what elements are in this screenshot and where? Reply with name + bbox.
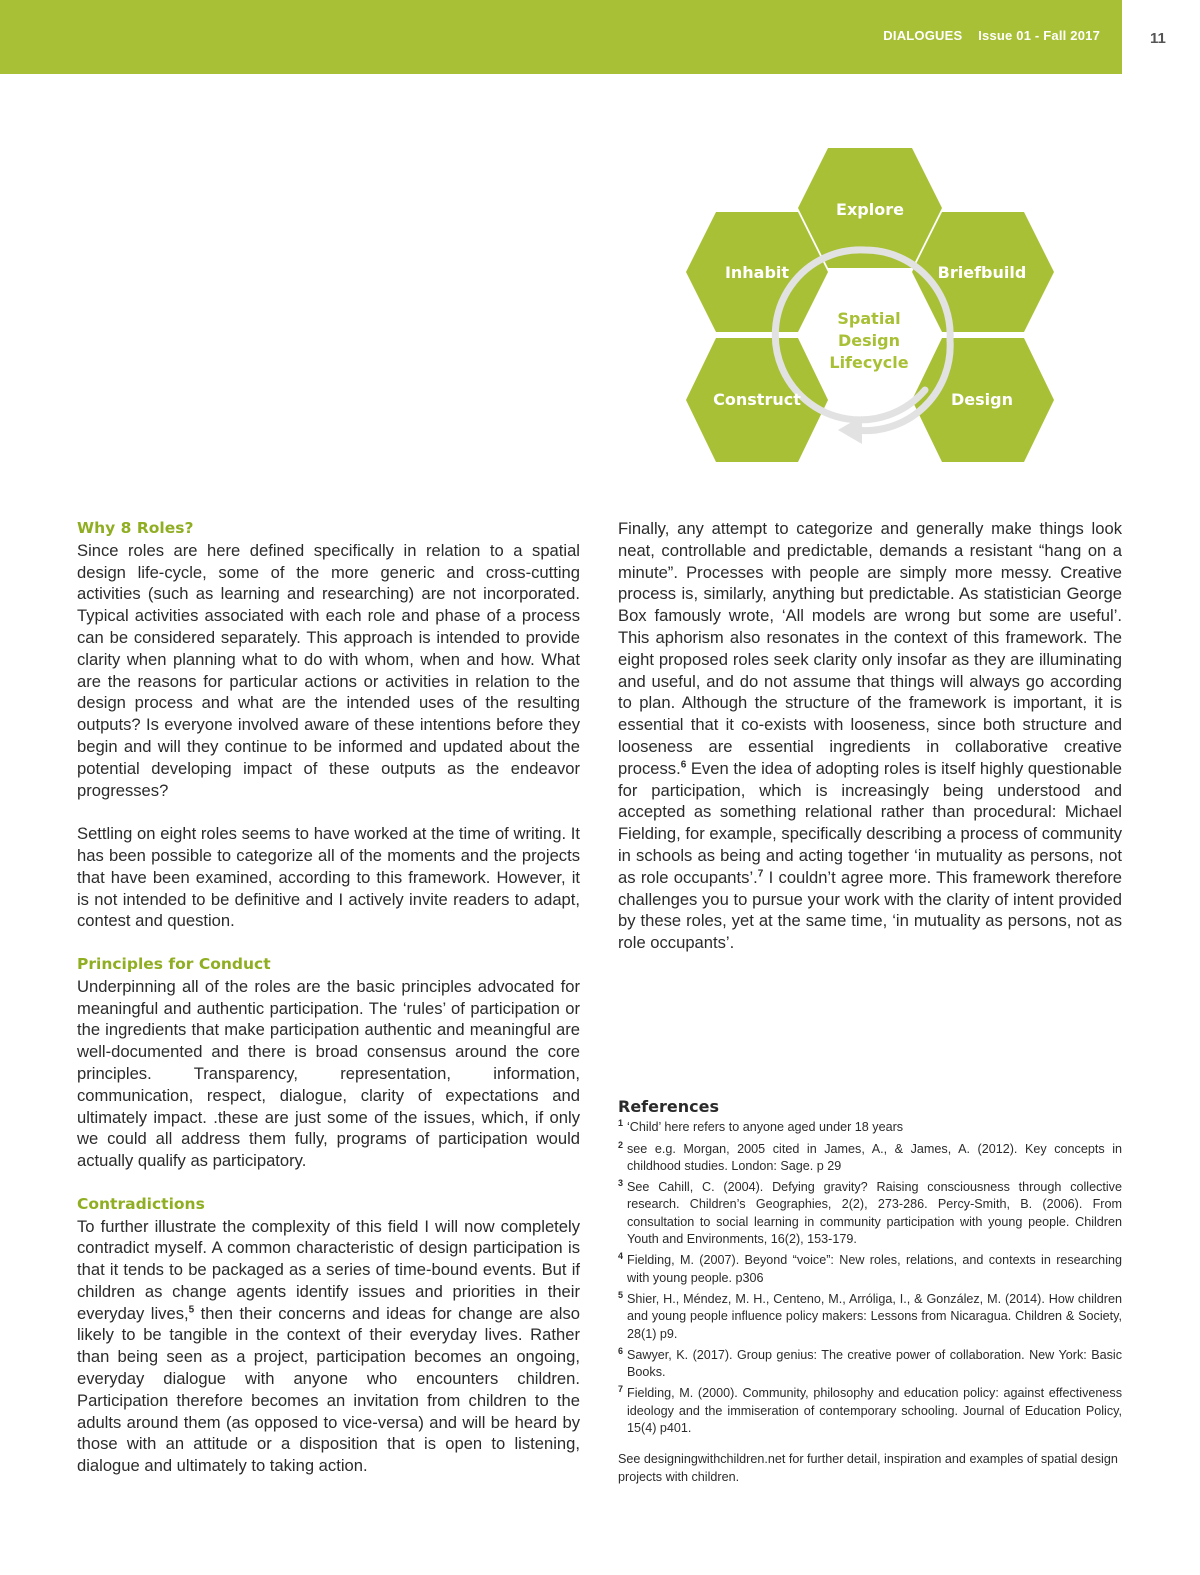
page-number: 11 [1150, 30, 1166, 47]
principles-heading: Principles for Conduct [77, 954, 271, 973]
finally-text-a: Finally, any attempt to categorize and generally make things look neat, controllable and predictable, demands a resistant “hang on a minute”. Processes with people are simply more messy. Creative process is, similarly, anything but predictable. As statistician George Box famously wrote, ‘All models are wrong but some are useful’. This aphorism also resonates in the context of this framework. The eight proposed roles seek clarity only insofar as they are illuminating and useful, and do not assume that things will always go according to plan. Although the structure of the framework is important, it is essential that it co-exists with looseness, since both structure and looseness are essential ingredients in collaborative creative process. [618, 519, 1122, 778]
footnote-ref-6: 6 [680, 759, 687, 771]
contradictions-heading: Contradictions [77, 1194, 205, 1213]
center-label-line2: Design [838, 331, 900, 350]
header-text [883, 28, 1100, 43]
website-note: See designingwithchildren.net for further detail, inspiration and examples of spatial design projects with children. [618, 1452, 1118, 1484]
reference-item [618, 1385, 1122, 1437]
reference-item [618, 1141, 1122, 1176]
why-roles-heading: Why 8 Roles? [77, 519, 194, 537]
reference-number: 7 [618, 1384, 624, 1395]
why-roles-paragraph-1: Since roles are here defined specifically in relation to a spatial design life-cycle, some of the more generic and cross-cutting activities (such as learning and researching) are not incorporated. Typical activities associated with each role and phase of a process can be considered separately. This approach is intended to provide clarity when planning what to do with whom, when and how. What are the reasons for particular actions or activities in relation to the design process and what are the intended uses of the resulting outputs? Is everyone involved aware of these intentions before they begin and will they continue to be informed and updated about the potential developing impact of these outputs as the endeavor progresses? [77, 540, 580, 800]
why-roles-paragraph-2: Settling on eight roles seems to have worked at the time of writing. It has been possible to categorize all of the moments and the projects that have been examined, according to this framework. However, it is not intended to be definitive and I actively invite readers to adapt, contest and question. [77, 824, 580, 931]
contradictions-paragraph [77, 1216, 580, 1478]
left-column [77, 518, 580, 1477]
footnote-ref-5: 5 [188, 1304, 195, 1316]
finally-text-b: Even the idea of adopting roles is itself highly questionable for participation, which is increasingly being understood and accepted as something relational rather than procedural: Michael Fielding, for example, specifically describing a process of community in schools as being and acting together ‘in mutuality as persons, not as role occupants’. [618, 758, 1122, 887]
finally-paragraph [618, 518, 1122, 954]
reference-text: Fielding, M. (2007). Beyond “voice”: New roles, relations, and contexts in researching with young people. p306 [627, 1253, 1122, 1285]
issue-label: Issue 01 - Fall 2017 [978, 28, 1100, 43]
reference-text: Sawyer, K. (2017). Group genius: The creative power of collaboration. New York: Basic Books. [627, 1347, 1122, 1380]
footnote-ref-7: 7 [757, 868, 764, 880]
magazine-name: DIALOGUES [883, 28, 963, 43]
right-column [618, 518, 1122, 954]
reference-number: 1 [618, 1118, 624, 1129]
contradictions-text-a: To further illustrate the complexity of this field I will now completely contradict myself. A common characteristic of design participation is that it tends to be packaged as a series of time-bound events. But if children as change agents identify issues and priorities in their everyday lives, [77, 1216, 580, 1323]
reference-item [618, 1179, 1122, 1248]
reference-number: 2 [618, 1139, 624, 1150]
contradictions-text-b: then their concerns and ideas for change are also likely to be tangible in the context of their everyday lives. Rather than being seen as a project, participation becomes an ongoing, everyday dialogue with anyone who encounters children. Participation therefore becomes an invitation from children to the adults around them (as opposed to vice-versa) and will be heard by those with an attitude or a disposition that is open to listening, dialogue and ultimately to taking action. [77, 1303, 581, 1476]
reference-item [618, 1252, 1122, 1287]
reference-text: Fielding, M. (2000). Community, philosophy and education policy: against effectiveness ideology and the immiseration of contemporary schooling. Journal of Education Policy, 15(4) p401. [627, 1386, 1122, 1436]
reference-text: Shier, H., Méndez, M. H., Centeno, M., Arróliga, I., & González, M. (2014). How children and young people influence policy makers: Lessons from Nicaragua. Children & Society, 28(1) p9. [627, 1291, 1122, 1341]
reference-text: See Cahill, C. (2004). Defying gravity? Raising consciousness through collective research. Children’s Geographies, 2(2), 273-286. Percy-Smith, B. (2006). From consultation to social learning in community participation with young people. Children Youth and Environments, 16(2), 153-179. [627, 1180, 1122, 1247]
principles-paragraph: Underpinning all of the roles are the basic principles advocated for meaningful and authentic participation. The ‘rules’ of participation or the ingredients that make participation authentic and meaningful are well-documented and there is broad consensus around the core principles. Transparency, representation, information, communication, respect, dialogue, clarity of expectations and ultimately impact. .these are just some of the issues, which, if only we could all address them fully, programs of participation would actually qualify as participatory. [77, 976, 580, 1171]
reference-number: 6 [618, 1345, 624, 1356]
lifecycle-svg [680, 140, 1060, 480]
reference-number: 5 [618, 1289, 624, 1300]
hex-label-inhabit: Inhabit [724, 263, 790, 282]
hex-label-briefbuild: Briefbuild [937, 263, 1027, 282]
finally-text-c: I couldn’t agree more. This framework therefore challenges you to pursue your work with the clarity of intent provided by these roles, yet at the same time, ‘in mutuality as persons, not as role occupants’. [618, 867, 1122, 953]
reference-text: ‘Child’ here refers to anyone aged under 18 years [627, 1120, 904, 1135]
hex-label-explore: Explore [836, 200, 904, 219]
header-bar [0, 0, 1122, 74]
lifecycle-diagram [680, 140, 1060, 480]
references-section [618, 1098, 1122, 1486]
reference-number: 3 [618, 1178, 624, 1189]
hex-label-construct: Construct [713, 390, 801, 409]
reference-number: 4 [618, 1251, 624, 1262]
hex-label-design: Design [951, 390, 1013, 409]
reference-item [618, 1119, 1122, 1136]
reference-item [618, 1347, 1122, 1382]
reference-text: see e.g. Morgan, 2005 cited in James, A., & James, A. (2012). Key concepts in childhood studies. London: Sage. p 29 [627, 1141, 1122, 1173]
references-title: References [618, 1097, 719, 1116]
reference-item [618, 1291, 1122, 1343]
center-label-line1: Spatial [837, 309, 901, 328]
center-label-line3: Lifecycle [829, 353, 909, 372]
